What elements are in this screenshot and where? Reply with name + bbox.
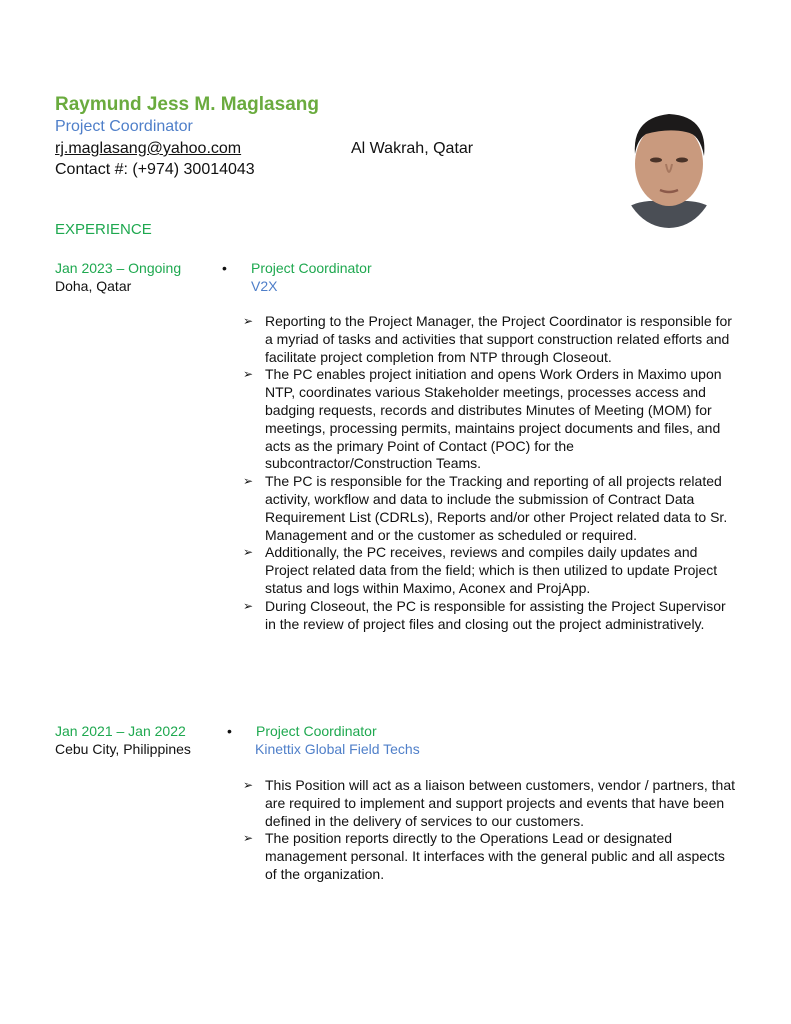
job-company: Kinettix Global Field Techs [255, 741, 420, 757]
job-responsibilities [243, 313, 738, 633]
job-company: V2X [251, 278, 278, 294]
list-item: ➢ During Closeout, the PC is responsible for assisting the Project Supervisor in the review of project files and closing out the project administratively. [243, 597, 726, 632]
candidate-title: Project Coordinator [55, 118, 193, 135]
arrow-bullet-icon: ➢ [243, 314, 254, 328]
job-place: Doha, Qatar [55, 278, 132, 294]
bullet-dot-icon: • [222, 260, 227, 276]
arrow-bullet-icon: ➢ [243, 831, 254, 846]
section-experience-title: EXPERIENCE [55, 221, 152, 238]
job-dates: Jan 2021 – Jan 2022 [55, 723, 186, 739]
email-link[interactable]: rj.maglasang@yahoo.com [55, 140, 242, 157]
job-responsibilities [243, 777, 738, 884]
arrow-bullet-icon: ➢ [243, 367, 254, 382]
job-place: Cebu City, Philippines [55, 741, 191, 757]
list-item: ➢ Additionally, the PC receives, reviews and compiles daily updates and Project related data from the field; which is then utilized to update Project status and logs within Maximo, Aconex and ProjApp. [243, 544, 718, 596]
arrow-bullet-icon: ➢ [243, 545, 254, 560]
job-role: Project Coordinator [256, 723, 377, 739]
arrow-bullet-icon: ➢ [243, 474, 254, 489]
list-item: ➢ Reporting to the Project Manager, the Project Coordinator is responsible for a myriad of tasks and activities that support construction related efforts and facilitate project completion from NTP through Closeout. [243, 313, 732, 365]
list-item: ➢ The PC is responsible for the Tracking and reporting of all projects related activity, workflow and data to include the submission of Contract Data Requirement List (CDRLs), Reports and/or other Project related data to Sr. Management and or the customer as scheduled or required. [243, 473, 728, 543]
location: Al Wakrah, Qatar [351, 140, 474, 157]
list-item: ➢ This Position will act as a liaison between customers, vendor / partners, that are required to implement and support projects and events that have been defined in the delivery of services to our customers. [243, 777, 735, 829]
arrow-bullet-icon: ➢ [243, 598, 254, 613]
list-item: ➢ The position reports directly to the Operations Lead or designated management personal. It interfaces with the general public and all aspects of the organization. [243, 830, 725, 882]
list-item: ➢ The PC enables project initiation and opens Work Orders in Maximo upon NTP, coordinates various Stakeholder meetings, processes access and badging requests, records and distributes Minutes of Meeting (MOM) for meetings, processing permits, maintains project documents and files, and acts as the primary Point of Contact (POC) for the subcontractor/Construction Teams. [243, 366, 722, 472]
profile-photo [622, 104, 716, 228]
contact-number: Contact #: (+974) 30014043 [55, 161, 255, 178]
candidate-name: Raymund Jess M. Maglasang [55, 94, 319, 115]
arrow-bullet-icon: ➢ [243, 778, 254, 792]
job-dates: Jan 2023 – Ongoing [55, 260, 182, 276]
bullet-dot-icon: • [227, 723, 232, 739]
job-role: Project Coordinator [251, 260, 372, 276]
